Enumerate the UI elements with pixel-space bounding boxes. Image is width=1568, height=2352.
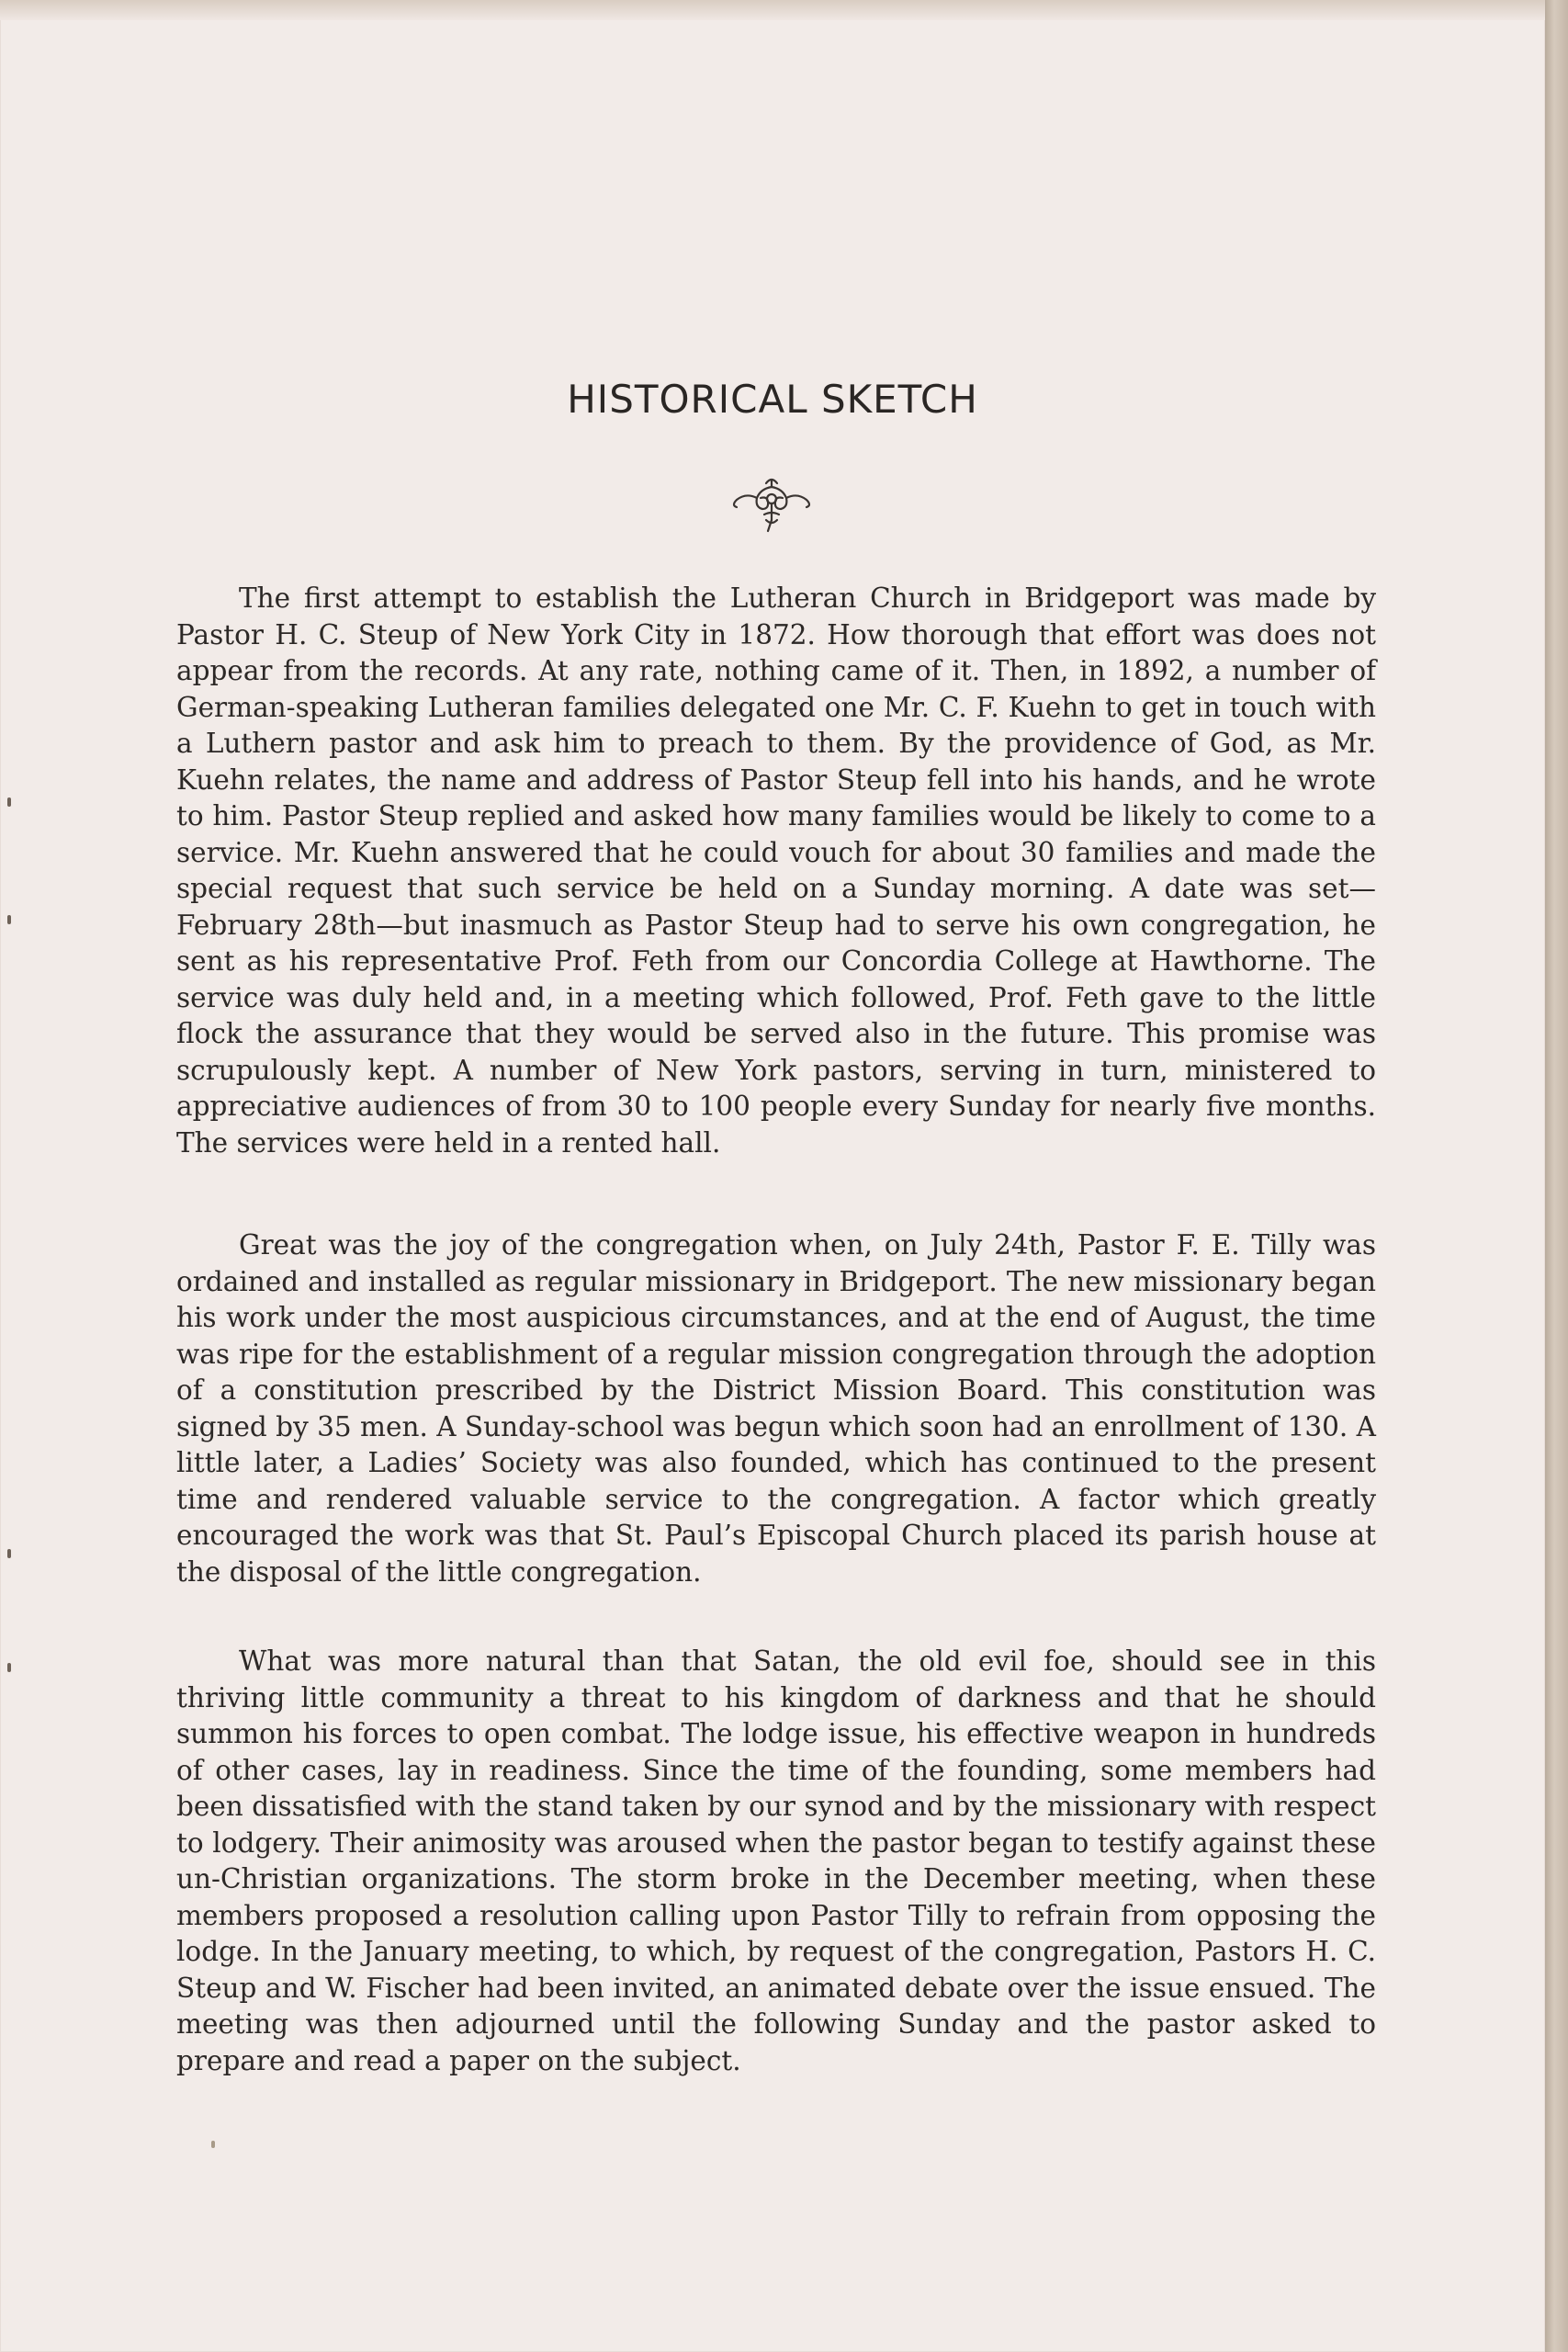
page-edge: [1545, 0, 1568, 2352]
paragraph-text: Great was the joy of the congregation when, on July 24th, Pastor F. E. Tilly was ordained and installed as regular missionary in Bridgeport. The new missionary began his work under the most auspicious circumstances, and at the end of August, the time was ripe for the establishment of a regular mission congregation through the adoption of a constitution prescribed by the District Mission Board. This constitution was signed by 35 men. A Sunday-school was begun which soon had an enrollment of 130. A little later, a Ladies’ Society was also founded, which has continued to the present time and rendered valuable service to the congregation. A factor which greatly encouraged the work was that St. Paul’s Episcopal Church placed its parish house at the disposal of the little congregation.: [176, 1229, 1376, 1588]
paper-speck: [7, 1663, 11, 1672]
page-title: HISTORICAL SKETCH: [567, 377, 978, 422]
paper-speck: [7, 915, 11, 924]
paragraph-2: [176, 1227, 1376, 1590]
page-top-edge: [0, 0, 1545, 20]
paper-speck: [7, 797, 11, 807]
paragraph-text: What was more natural than that Satan, the old evil foe, should see in this thriving little community a threat to his kingdom of darkness and that he should summon his forces to open combat. The lodge issue, his effective weapon in hundreds of other cases, lay in readiness. Since the time of the founding, some members had been dissatisfied with the stand taken by our synod and by the missionary with respect to lodgery. Their animosity was aroused when the pastor began to testify against these un-Christian organizations. The storm broke in the December meeting, when these members proposed a resolution calling upon Pastor Tilly to refrain from opposing the lodge. In the January meeting, to which, by request of the congregation, Pastors H. C. Steup and W. Fischer had been invited, an animated debate over the issue ensued. The meeting was then adjourned until the following Sunday and the pastor asked to prepare and read a paper on the subject.: [176, 1645, 1376, 2076]
paragraph-text: The first attempt to establish the Lutheran Church in Bridgeport was made by Pastor H. C. Steup of New York City in 1872. How thorough that effort was does not appear from the records. At any rate, nothing came of it. Then, in 1892, a number of German-speaking Lutheran families delegated one Mr. C. F. Kuehn to get in touch with a Luthern pastor and ask him to preach to them. By the providence of God, as Mr. Kuehn relates, the name and address of Pastor Steup fell into his hands, and he wrote to him. Pastor Steup replied and asked how many families would be likely to come to a service. Mr. Kuehn answered that he could vouch for about 30 families and made the special request that such service be held on a Sunday morning. A date was set—February 28th—but inasmuch as Pastor Steup had to serve his own congregation, he sent as his representative Prof. Feth from our Concordia College at Hawthorne. The service was duly held and, in a meeting which followed, Prof. Feth gave to the little flock the assurance that they would be served also in the future. This promise was scrupulously kept. A number of New York pastors, serving in turn, ministered to appreciative audiences of from 30 to 100 people every Sunday for nearly five months. The services were held in a rented hall.: [176, 582, 1376, 1159]
paragraph-1: [176, 581, 1376, 1161]
paragraph-3: [176, 1644, 1376, 2079]
scroll-flourish-icon: [726, 474, 818, 538]
paper-speck: [7, 1549, 11, 1558]
paper-speck: [211, 2141, 215, 2148]
